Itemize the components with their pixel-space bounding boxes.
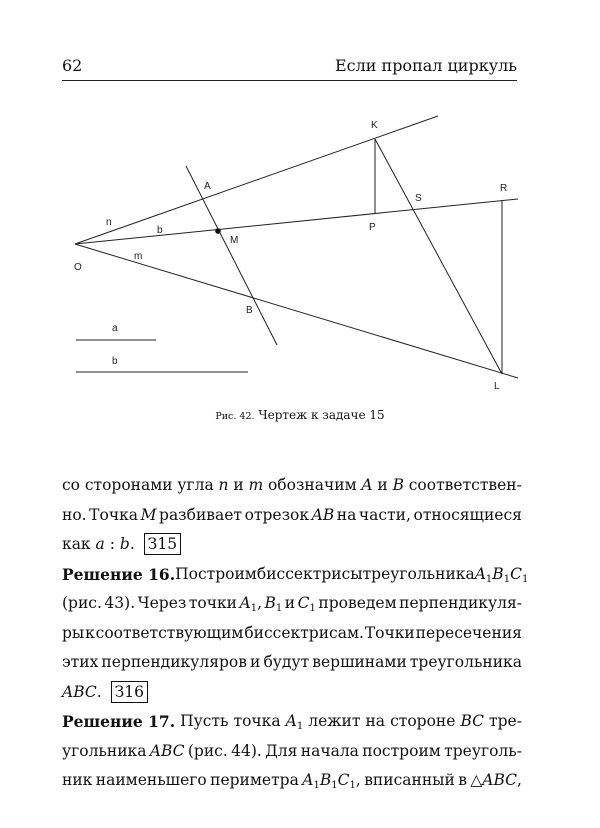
- text-line: со сторонами угла n и m обозначим A и B соответствен-: [62, 476, 522, 494]
- label-m-point: M: [230, 235, 239, 246]
- label-b-ray: b: [157, 225, 163, 236]
- body-text: [62, 471, 529, 796]
- text-line: Решение 16. Построим биссектрисы треугольника $A_1B_1C_1$: [62, 560, 522, 590]
- label-b-segment: b: [112, 356, 118, 367]
- figure-caption: [0, 408, 600, 422]
- ray-b: [75, 199, 518, 244]
- text-line: как a : b. З15: [62, 530, 522, 560]
- problem-ref-box: З15: [144, 533, 181, 555]
- text-line: ABC. З16: [62, 678, 522, 708]
- ray-m: [75, 244, 518, 378]
- point-m: [215, 228, 221, 234]
- caption-prefix: Рис. 42.: [215, 411, 255, 422]
- text-line: этих перпендикуляров и будут вершинами треугольника: [62, 653, 522, 671]
- solution-17-heading: Решение 17.: [62, 712, 176, 731]
- text-line: угольника ABC (рис. 44). Для начала построим треуголь-: [62, 741, 522, 760]
- label-s: S: [415, 193, 422, 204]
- ray-n: [75, 116, 438, 244]
- text-line: Решение 17. Пусть точка $A_1$ лежит на стороне BC тре-: [62, 707, 522, 737]
- label-o: O: [74, 262, 82, 273]
- label-a: A: [204, 181, 211, 192]
- segment-kl: [375, 139, 502, 374]
- label-l: L: [494, 381, 500, 392]
- text-line: ры к соответствующим биссектрисам. Точки пересечения: [62, 623, 522, 642]
- solution-16-heading: Решение 16.: [62, 564, 176, 584]
- text-line: ник наименьшего периметра $A_1B_1C_1$, вписанный в △ABC,: [62, 771, 522, 791]
- caption-text: Чертеж к задаче 15: [258, 408, 385, 422]
- text-line: (рис. 43). Через точки $A_1$, $B_1$ и $C_1$ проведем перпендикуля-: [62, 594, 522, 614]
- running-title: Если пропал циркуль: [334, 56, 517, 75]
- label-n: n: [106, 217, 112, 228]
- label-m-ray: m: [134, 251, 143, 262]
- label-r: R: [500, 183, 508, 194]
- label-k: K: [371, 120, 378, 131]
- problem-ref-box: З16: [111, 681, 148, 703]
- label-b-point: B: [246, 305, 253, 316]
- text-line: но. Точка M разбивает отрезок AB на части, относящиеся: [62, 505, 522, 524]
- label-p: P: [369, 222, 376, 233]
- label-a-segment: a: [112, 323, 118, 334]
- line-ab: [186, 166, 277, 345]
- figure-42: [0, 0, 600, 400]
- page-number: 62: [62, 56, 83, 75]
